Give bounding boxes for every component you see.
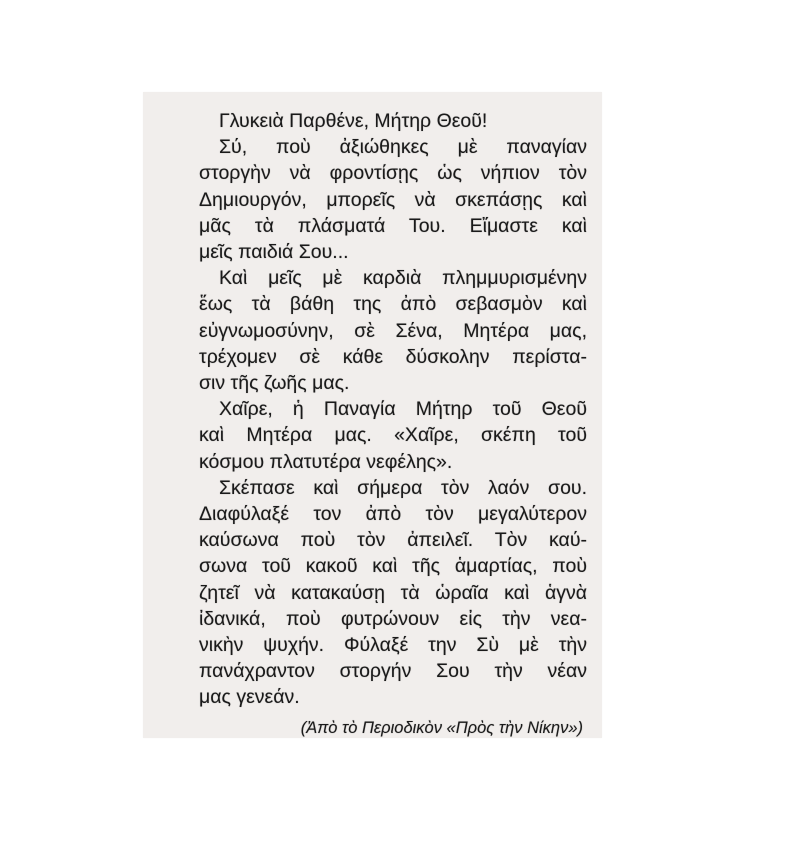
text-line: μᾶς τὰ πλάσματά Του. Εἴμαστε καὶ	[199, 214, 587, 237]
paragraph-4	[199, 396, 587, 475]
text-line: καὶ Μητέρα μας. «Χαῖρε, σκέπη τοῦ	[199, 424, 587, 447]
source-citation: (Ἀπὸ τὸ Περιοδικὸν «Πρὸς τὴν Νίκην»)	[300, 718, 583, 737]
text-line: κόσμου πλατυτέρα νεφέλης».	[199, 450, 453, 473]
text-line: Χαῖρε, ἡ Παναγία Μήτηρ τοῦ Θεοῦ	[219, 398, 587, 421]
paragraph-3	[199, 265, 587, 396]
text-line: μας γενεάν.	[199, 686, 300, 709]
text-line: σιν τῆς ζωῆς μας.	[199, 372, 350, 395]
text-line: νικὴν ψυχήν. Φύλαξέ την Σὺ μὲ τὴν	[199, 634, 587, 657]
text-line: εὐγνωμοσύνην, σὲ Σένα, Μητέρα μας,	[199, 319, 587, 342]
prayer-card	[143, 92, 602, 738]
text-line: πανάχραντον στοργήν Σου τὴν νέαν	[199, 660, 587, 683]
text-line: ζητεῖ νὰ κατακαύσῃ τὰ ὡραῖα καὶ ἁγνὰ	[199, 581, 587, 604]
text-line: Δημιουργόν, μπορεῖς νὰ σκεπάσῃς καὶ	[199, 188, 587, 211]
text-line: Γλυκειὰ Παρθένε, Μήτηρ Θεοῦ!	[219, 110, 488, 132]
text-line: ἕως τὰ βάθη της ἀπὸ σεβασμὸν καὶ	[199, 293, 587, 316]
text-line: Σύ, ποὺ ἀξιώθηκες μὲ παναγίαν	[219, 136, 587, 159]
paragraph-1	[199, 108, 587, 134]
text-line: ἰδανικά, ποὺ φυτρώνουν εἰς τὴν νεα-	[199, 607, 587, 630]
text-line: Σκέπασε καὶ σήμερα τὸν λαόν σου.	[219, 476, 587, 499]
text-line: μεῖς παιδιά Σου...	[199, 241, 349, 264]
paragraph-2	[199, 134, 587, 265]
text-line: στοργὴν νὰ φροντίσῃς ὡς νήπιον τὸν	[199, 162, 587, 185]
prayer-text	[199, 108, 587, 741]
text-line: Καὶ μεῖς μὲ καρδιὰ πλημμυρισμένην	[219, 267, 587, 290]
text-line: σωνα τοῦ κακοῦ καὶ τῆς ἁμαρτίας, ποὺ	[199, 555, 587, 578]
paragraph-5	[199, 475, 587, 711]
text-line: καύσωνα ποὺ τὸν ἀπειλεῖ. Τὸν καύ-	[199, 529, 587, 552]
text-line: τρέχομεν σὲ κάθε δύσκολην περίστα-	[199, 345, 587, 368]
text-line: Διαφύλαξέ τον ἀπὸ τὸν μεγαλύτερον	[199, 503, 587, 526]
